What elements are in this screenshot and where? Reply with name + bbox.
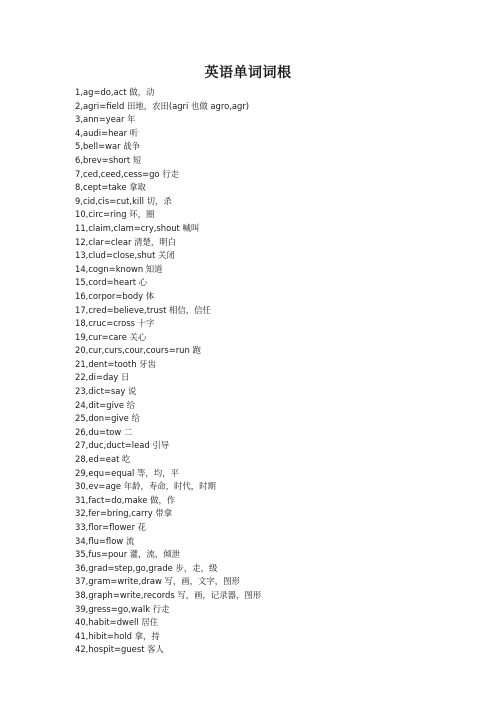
word-root-entry: 5,bell=war 战争 [75, 141, 140, 152]
word-root-entry: 38,graph=write,records 写，画，记录器，图形 [75, 589, 262, 600]
word-root-entry: 13,clud=close,shut 关闭 [75, 250, 175, 261]
word-root-entry: 18,cruc=cross 十字 [75, 318, 155, 329]
word-root-entry: 19,cur=care 关心 [75, 331, 147, 342]
word-root-entry: 14,cogn=known 知道 [75, 263, 163, 274]
word-root-entry: 1,ag=do,act 做，动 [75, 87, 155, 97]
word-root-entry: 9,cid,cis=cut,kill 切，杀 [75, 195, 172, 206]
word-root-entry: 21,dent=tooth 牙齿 [75, 358, 156, 369]
word-root-entry: 17,cred=believe,trust 相信，信任 [75, 304, 211, 315]
word-root-entry: 16,corpor=body 体 [75, 290, 155, 301]
word-root-entry: 11,claim,clam=cry,shout 喊叫 [75, 222, 200, 233]
word-root-entry: 23,dict=say 说 [75, 386, 137, 397]
word-root-entry: 37,gram=write,draw 写，画，文字，图形 [75, 576, 240, 587]
word-root-entry: 2,agri=field 田地，农田(agri 也做 agro,agr) [75, 100, 250, 111]
document-title: 英语单词词根 [204, 65, 292, 81]
word-root-entry: 12,clar=clear 清楚，明白 [75, 236, 177, 247]
word-root-entry: 42,hospit=guest 客人 [75, 644, 164, 655]
word-root-entry: 8,cept=take 拿取 [75, 182, 146, 193]
word-root-entry: 10,circ=ring 环，圈 [75, 209, 155, 220]
word-root-entry: 30,ev=age 年龄，寿命，时代，时期 [75, 481, 216, 492]
word-root-entry: 32,fer=bring,carry 带拿 [75, 508, 173, 519]
word-root-entry: 29,equ=equal 等，均，平 [75, 467, 179, 478]
word-root-entry: 6,brev=short 短 [75, 154, 142, 165]
word-root-entry: 20,cur,curs,cour,cours=run 跑 [75, 345, 201, 356]
word-root-entry: 33,flor=flower 花 [75, 522, 147, 532]
word-root-entry: 24,dit=give 给 [75, 399, 136, 410]
word-root-entry: 34,flu=flow 流 [75, 535, 135, 546]
word-root-entry: 15,cord=heart 心 [75, 277, 148, 288]
word-root-entry: 28,ed=eat 吃 [75, 454, 131, 465]
word-root-entry: 31,fact=do,make 做，作 [75, 494, 176, 505]
word-root-entry: 4,audi=hear 听 [75, 127, 139, 138]
word-root-entry: 3,ann=year 年 [75, 114, 136, 125]
word-root-entry: 35,fus=pour 灌，流，倾泄 [75, 549, 181, 560]
word-root-list [75, 86, 261, 657]
word-root-entry: 25,don=give 给 [75, 413, 140, 424]
word-root-entry: 26,du=tow 二 [75, 426, 133, 437]
word-root-entry: 22,di=day 日 [75, 372, 130, 383]
word-root-entry: 36,grad=step,go,grade 步，走，级 [75, 562, 218, 573]
word-root-entry: 7,ced,ceed,cess=go 行走 [75, 168, 179, 179]
word-root-entry: 39,gress=go,walk 行走 [75, 603, 170, 614]
word-root-entry: 41,hibit=hold 拿，持 [75, 630, 160, 641]
word-root-entry: 40,habit=dwell 居住 [75, 617, 159, 628]
word-root-entry: 27,duc,duct=lead 引导 [75, 440, 170, 451]
